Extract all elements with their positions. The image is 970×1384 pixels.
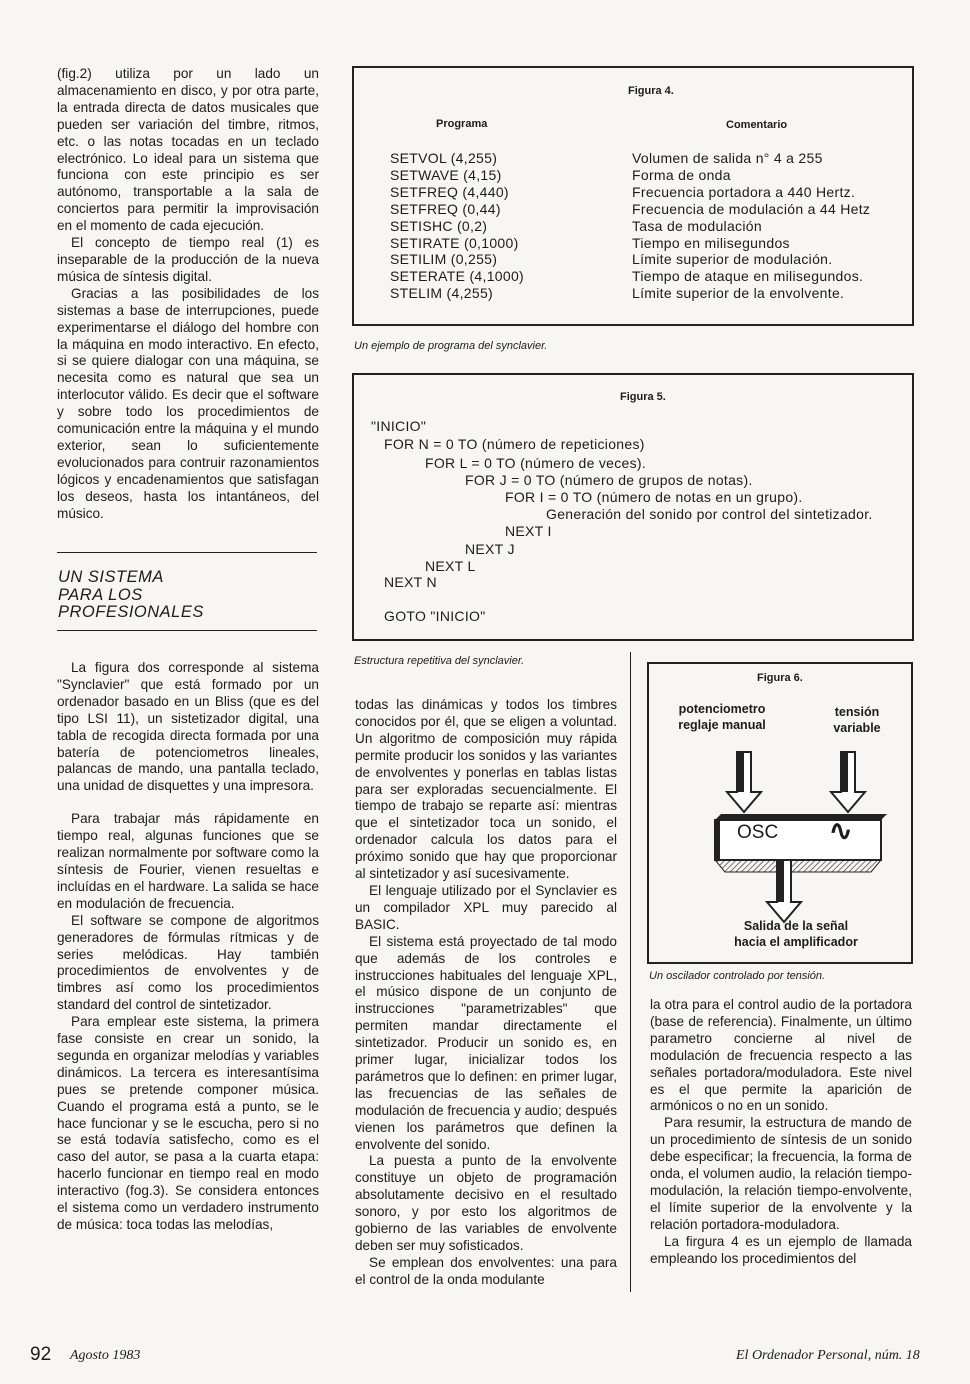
output-label: Salida de la señal hacia el amplificador <box>734 919 858 949</box>
figure4-comment-list <box>632 150 870 302</box>
program-line: SETFREQ (0,44) <box>390 200 501 217</box>
comment-line: Volumen de salida n° 4 a 255 <box>632 150 823 166</box>
osc-label: OSC <box>737 822 779 843</box>
tension-label: tensión variable <box>833 705 881 735</box>
paragraph: El concepto de tiempo real (1) es inseparable de la producción de la nueva música de síntesis digital. <box>57 235 319 284</box>
program-line: SETWAVE (4,15) <box>390 166 502 183</box>
paragraph: la otra para el control audio de la portadora (base de referencia). Finalmente, un último parametro concierne al nivel de modulación de frecuencia respecto a las señales portadora/moduladora. Este nivel es el que permite la aparición de armónicos o no en un sonido. <box>650 997 912 1114</box>
paragraph: La firgura 4 es un ejemplo de llamada empleando los procedimientos del <box>650 1233 912 1266</box>
figure4-box <box>352 66 914 326</box>
code-line: FOR L = 0 TO (número de veces). <box>425 455 647 471</box>
code-line: FOR J = 0 TO (número de grupos de notas). <box>465 472 753 488</box>
heading-line: UN SISTEMA <box>58 568 164 586</box>
program-line: SETIRATE (0,1000) <box>390 234 519 251</box>
figure4-program-list <box>390 150 524 302</box>
column2-text <box>355 697 617 1289</box>
code-line: NEXT J <box>465 541 515 557</box>
paragraph: Para emplear este sistema, la primera fase consiste en crear un sonido, la segunda en organizar melodías y variables dinámicos. La tercera es interesantísima pues se pretende componer música. Cuando el programa está a punto, se le hace funcionar y se le escucha, pero si no se está todavía satisfecho, como es el caso del autor, se pasa a la cuarta etapa: hacerlo funcionar en tiempo real en modo interactivo (fog.3). Se considera entonces el sistema como un verdadero instrumento de música: toca todas las melodías, <box>57 1014 319 1232</box>
page-number: 92 <box>30 1344 52 1365</box>
program-line: SETILIM (0,255) <box>390 251 498 268</box>
comment-line: Frecuencia de modulación a 44 Hetz <box>632 200 871 217</box>
program-line: STELIM (4,255) <box>390 285 494 302</box>
paragraph: todas las dinámicas y todos los timbres conocidos por él, que se eligen a voluntad. Un algoritmo de composición muy rápida permite producir los sonidos y las variantes de envolventes y ponerlas en tablas listas para ser exploradas secuencialmente. El tiempo de trabajo se reparte así: mientras que el sintetizador toca un sonido, el ordenador calcula los datos para el próximo sonido que hay que proporcionar al sintetizador y así sucesivamente. <box>355 697 617 882</box>
comment-line: Tiempo de ataque en milisegundos. <box>632 268 864 285</box>
section-rule-bottom <box>57 630 317 631</box>
paragraph: El software se compone de algoritmos generadores de fórmulas rítmicas y de series melódicas. Hay también procedimientos de envolventes y de timbres así como los procedimientos standard del control de sintetizador. <box>57 912 319 1013</box>
figure5-caption: Estructura repetitiva del synclavier. <box>354 655 525 667</box>
paragraph: (fig.2) utiliza por un lado un almacenamiento en disco, y por otra parte, la entrada directa de datos musicales que pueden ser variación del timbre, ritmos, etc. o las notas tocadas en un teclado electrónico. Lo ideal para un sistema que funciona con este principio es ser autónomo, transportable a la sala de conciertos para permitir la improvisación en el momento de cada ejecución. <box>57 66 319 234</box>
figure5-box <box>352 373 914 641</box>
column1-top-text <box>57 66 319 522</box>
comment-line: Forma de onda <box>632 166 731 183</box>
heading-line: PROFESIONALES <box>58 603 204 621</box>
sine-wave-icon: ∿ <box>829 815 853 846</box>
code-line: FOR N = 0 TO (número de repeticiones) <box>384 436 645 452</box>
paragraph: Para resumir, la estructura de mando de un procedimiento de síntesis de un sonido debe especificar; la frecuencia, la forma de onda, el volumen audio, la relación tiempo-modulación, la relación tiempo-envolvente, el límite superior de la envolvente y la relación portadora-moduladora. <box>650 1115 912 1232</box>
program-line: SETISHC (0,2) <box>390 217 488 234</box>
code-line: NEXT L <box>425 558 476 574</box>
section-rule-top <box>57 552 317 553</box>
code-line: GOTO "INICIO" <box>384 608 486 624</box>
paragraph: Se emplean dos envolventes: una para el control de la onda modulante <box>355 1254 617 1287</box>
comment-line: Tiempo en milisegundos <box>632 234 790 251</box>
figure5-title: Figura 5. <box>620 391 666 403</box>
column-divider <box>630 652 631 1292</box>
program-line: SETVOL (4,255) <box>390 150 498 166</box>
figure4-comment-header: Comentario <box>726 119 788 131</box>
code-line: FOR I = 0 TO (número de notas en un grupo). <box>505 489 803 505</box>
figure6-caption: Un oscilador controlado por tensión. <box>649 970 826 982</box>
code-line: Generación del sonido por control del sintetizador. <box>546 506 873 522</box>
code-line: NEXT N <box>384 574 437 590</box>
code-line: "INICIO" <box>371 418 427 434</box>
paragraph: El sistema está proyectado de tal modo que además de los controles e instrucciones habituales del lenguaje XPL, el músico dispone de un conjunto de instrucciones "parametrizables" que permiten mandar directamente el sintetizador. Producir un sonido es, en primer lugar, inicializar todos los parámetros que lo definen: en primer lugar, las frecuencias de las señales de modulación de frecuencia y audio; después vienen los parámetros que definen la envolvente del sonido. <box>355 933 617 1152</box>
paragraph: Para trabajar más rápidamente en tiempo real, algunas funciones que se realizan normalmente por software como la síntesis de Fourier, vienen resueltas e incluídas en el hardware. La salida se hace en modulación de frecuencia. <box>57 811 319 911</box>
column1-bottom-text <box>57 660 319 1234</box>
issue-date: Agosto 1983 <box>70 1348 141 1363</box>
paragraph: El lenguaje utilizado por el Synclavier es un compilador XPL muy parecido al BASIC. <box>355 882 617 932</box>
publication-name: El Ordenador Personal, núm. 18 <box>736 1348 920 1363</box>
paragraph: La figura dos corresponde al sistema "Synclavier" que está formado por un ordenador basado en un Bliss (que es del tipo LSI 11), un sistetizador digital, una tabla de recogida directa formada por una batería de potenciometros lineales, palancas de mando, una pantalla teclado, una unidad de disquettes y una impresora. <box>57 660 319 794</box>
program-line: SETERATE (4,1000) <box>390 268 524 285</box>
paragraph: La puesta a punto de la envolvente constituye un objeto de programación absolutamente decisivo en el resultado sonoro, y por esto los algoritmos de gobierno de las variables de envolvente deben ser muy sofisticados. <box>355 1153 617 1253</box>
section-heading <box>58 569 318 622</box>
comment-line: Límite superior de la envolvente. <box>632 285 845 302</box>
program-line: SETFREQ (4,440) <box>390 183 509 200</box>
code-line: NEXT I <box>505 523 552 539</box>
figure6-title: Figura 6. <box>757 672 803 684</box>
comment-line: Frecuencia portadora a 440 Hertz. <box>632 183 856 200</box>
column3-text <box>650 997 912 1268</box>
down-arrow-left-icon <box>727 752 761 812</box>
comment-line: Tasa de modulación <box>632 217 762 234</box>
heading-line: PARA LOS <box>58 585 143 604</box>
figure4-program-header: Programa <box>436 118 488 130</box>
figure4-caption: Un ejemplo de programa del synclavier. <box>354 340 548 352</box>
figure4-title: Figura 4. <box>628 85 674 97</box>
figure6-box <box>647 662 913 964</box>
paragraph: Gracias a las posibilidades de los sistemas a base de interrupciones, puede experimentarse el diálogo del hombre con la máquina en modo interactivo. En efecto, si se quiere dialogar con una máquina, se necesita como es natural que sea un interlocutor válido. Es decir que el software y sobre todo los procedimientos de comunicación entre la máquina y el mundo exterior, sean lo suficientemente evolucionados para contruir razonamientos lógicos y encadenamientos que satisfagan los deseos, hasta los intantáneos, del músico. <box>57 285 319 521</box>
down-arrow-right-icon <box>831 752 865 812</box>
comment-line: Límite superior de modulación. <box>632 251 833 268</box>
potentiometer-label: potenciometro reglaje manual <box>678 702 766 732</box>
